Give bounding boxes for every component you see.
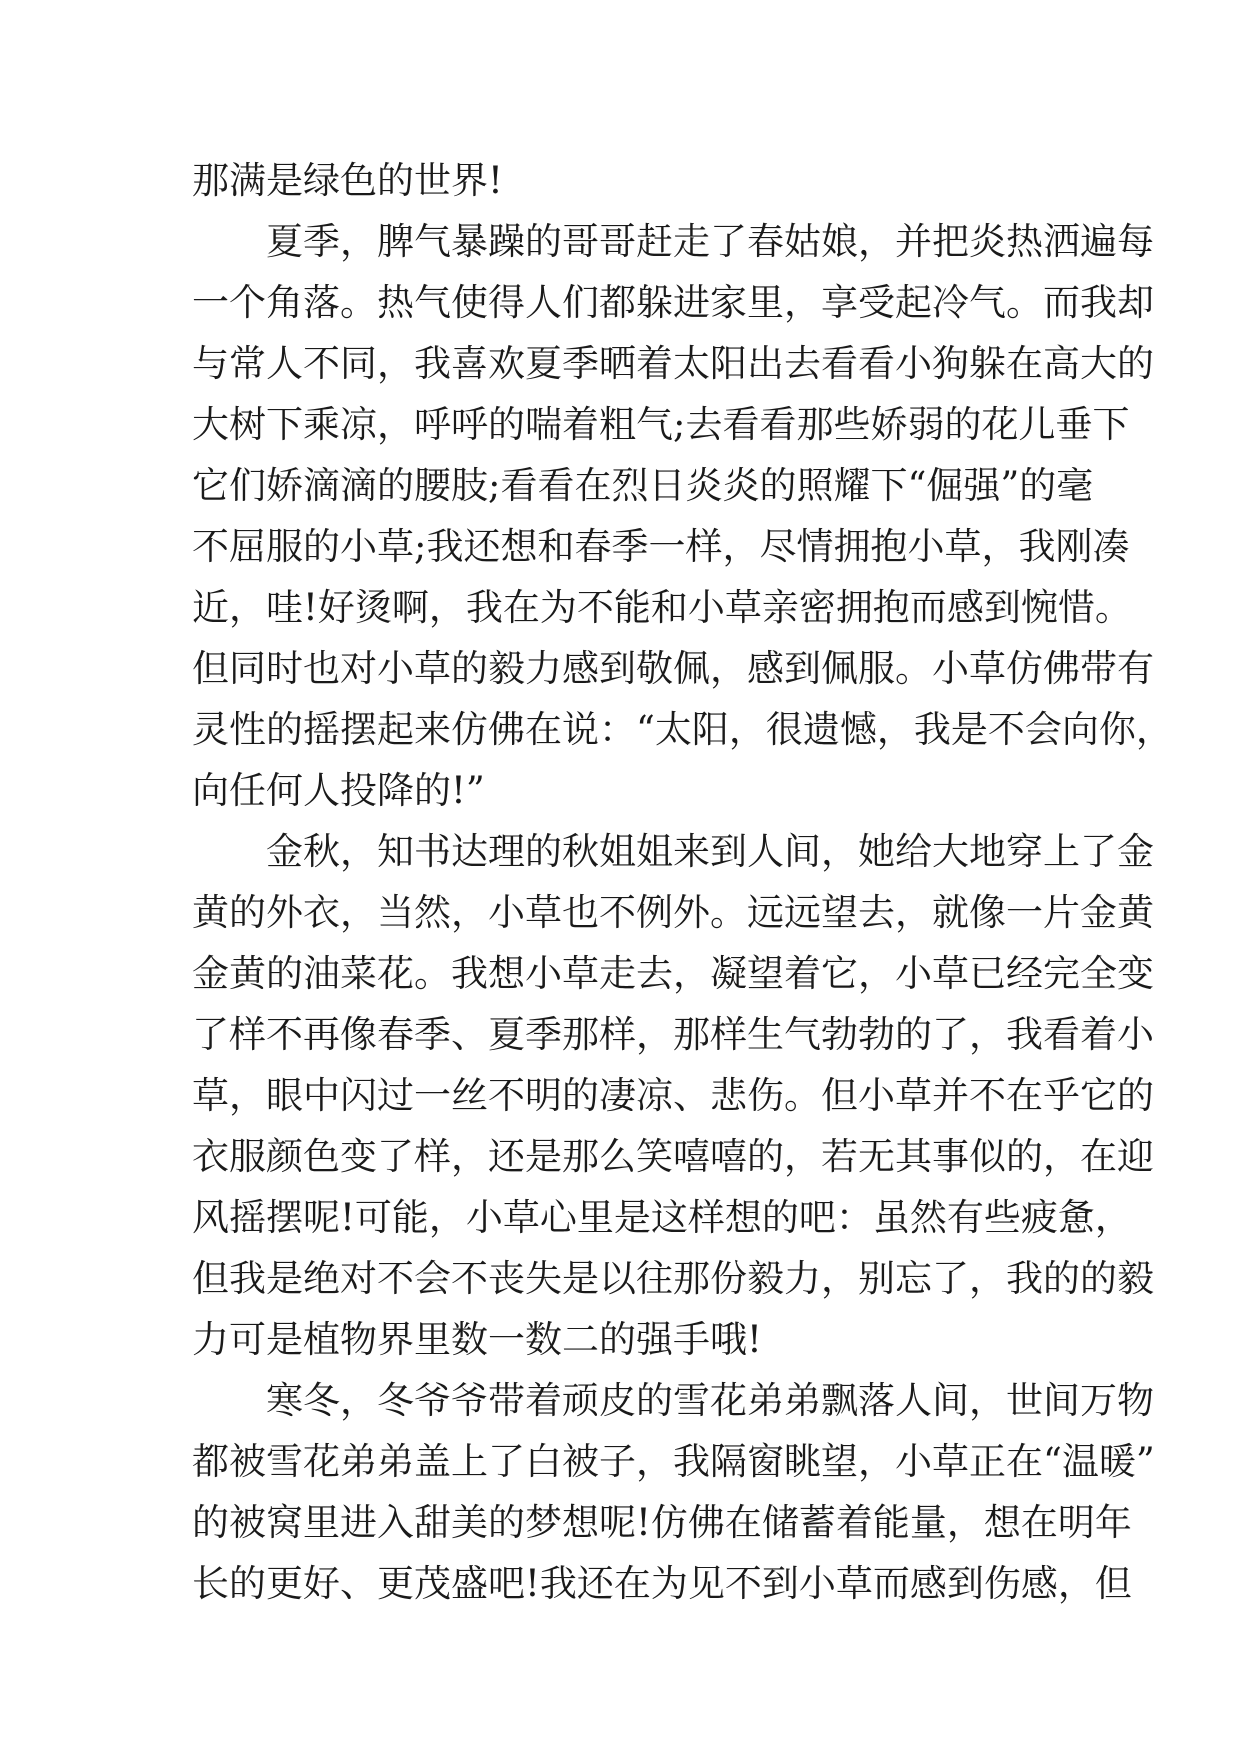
text-line: 大树下乘凉，呼呼的喘着粗气;去看看那些娇弱的花儿垂下 (192, 403, 1130, 446)
text-line: 金秋，知书达理的秋姐姐来到人间，她给大地穿上了金 (192, 830, 1154, 873)
text-line: 衣服颜色变了样，还是那么笑嘻嘻的，若无其事似的，在迎 (192, 1135, 1154, 1178)
text-line: 风摇摆呢!可能，小草心里是这样想的吧：虽然有些疲惫， (192, 1196, 1132, 1239)
essay-body (192, 150, 1173, 1614)
text-line: 近，哇!好烫啊，我在为不能和小草亲密拥抱而感到惋惜。 (192, 586, 1132, 629)
text-line: 夏季，脾气暴躁的哥哥赶走了春姑娘，并把炎热洒遍每 (192, 220, 1154, 263)
text-line: 的被窝里进入甜美的梦想呢!仿佛在储蓄着能量，想在明年 (192, 1501, 1132, 1544)
text-line: 不屈服的小草;我还想和春季一样，尽情拥抱小草，我刚凑 (192, 525, 1130, 568)
text-line: 了样不再像春季、夏季那样，那样生气勃勃的了，我看着小 (192, 1013, 1154, 1056)
text-line: 都被雪花弟弟盖上了白被子，我隔窗眺望，小草正在“温暖” (192, 1440, 1155, 1483)
text-line: 灵性的摇摆起来仿佛在说：“太阳，很遗憾，我是不会向你， (192, 708, 1173, 751)
text-line: 与常人不同，我喜欢夏季晒着太阳出去看看小狗躲在高大的 (192, 342, 1154, 385)
text-line: 力可是植物界里数一数二的强手哦! (192, 1318, 762, 1361)
text-line: 向任何人投降的!” (192, 769, 485, 812)
text-line: 寒冬，冬爷爷带着顽皮的雪花弟弟飘落人间，世间万物 (192, 1379, 1154, 1422)
text-line: 黄的外衣，当然，小草也不例外。远远望去，就像一片金黄 (192, 891, 1154, 934)
text-line: 但我是绝对不会不丧失是以往那份毅力，别忘了，我的的毅 (192, 1257, 1154, 1300)
text-line: 它们娇滴滴的腰肢;看看在烈日炎炎的照耀下“倔强”的毫 (192, 464, 1094, 507)
text-line: 一个角落。热气使得人们都躲进家里，享受起冷气。而我却 (192, 281, 1154, 324)
text-line: 金黄的油菜花。我想小草走去，凝望着它，小草已经完全变 (192, 952, 1154, 995)
text-line: 长的更好、更茂盛吧!我还在为见不到小草而感到伤感，但 (192, 1562, 1132, 1605)
text-line: 那满是绿色的世界! (192, 159, 503, 202)
text-line: 草，眼中闪过一丝不明的凄凉、悲伤。但小草并不在乎它的 (192, 1074, 1154, 1117)
text-line: 但同时也对小草的毅力感到敬佩，感到佩服。小草仿佛带有 (192, 647, 1154, 690)
